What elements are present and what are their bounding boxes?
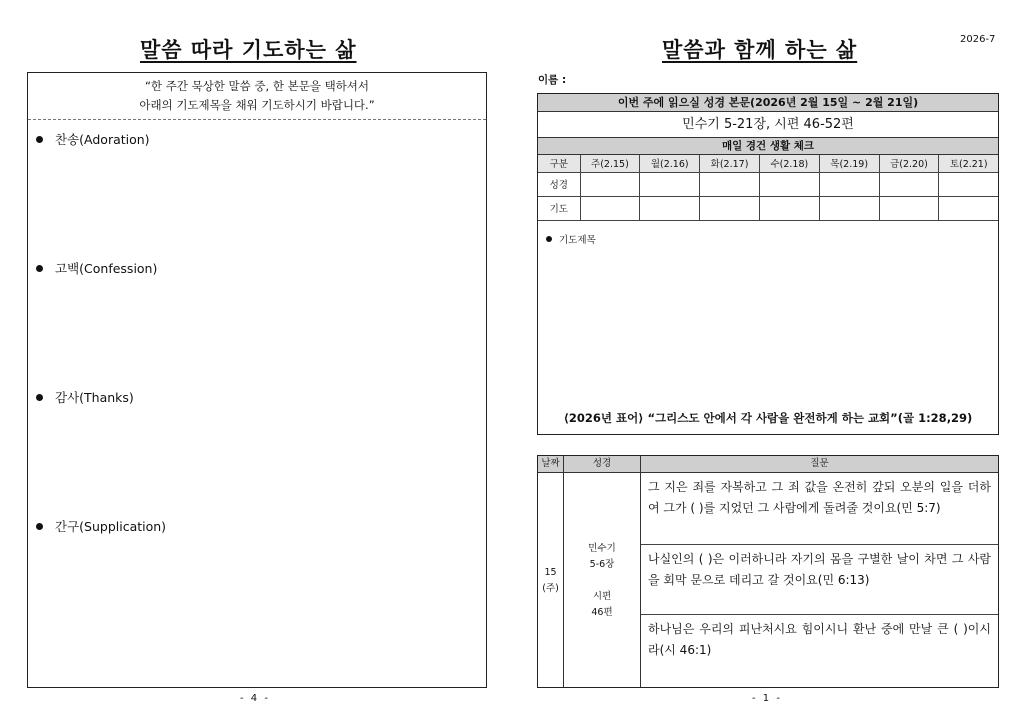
instruction-line-1: “한 주간 묵상한 말씀 중, 한 본문을 택하셔서 — [144, 79, 370, 93]
name-label: 이름 : — [538, 74, 567, 86]
bullet-icon — [36, 394, 43, 401]
column-header: 금(2.20) — [879, 155, 939, 172]
bible-line: 민수기 — [588, 542, 616, 554]
yearly-motto: ⟨2026년 표어⟩ “그리스도 안에서 각 사람을 완전하게 하는 교회”(골 1:28,29) — [563, 411, 973, 425]
bible-line: 46편 — [591, 606, 613, 618]
page-number-right: - 1 - — [752, 693, 782, 704]
column-header: 주(2.15) — [580, 155, 640, 172]
question-table-header — [538, 456, 998, 473]
column-header: 토(2.21) — [939, 155, 998, 172]
check-cell[interactable] — [819, 196, 879, 220]
question-table — [537, 455, 999, 688]
check-cell[interactable] — [640, 172, 700, 196]
section-confession — [36, 259, 157, 277]
bullet-icon — [36, 523, 43, 530]
question-row — [538, 473, 998, 688]
check-cell[interactable] — [819, 172, 879, 196]
question-2: 나실인의 ( )은 이러하니라 자기의 몸을 구별한 날이 차면 그 사람을 회막 문으로 데리고 갈 것이요(민 6:13) — [641, 545, 998, 615]
reading-passage: 민수기 5-21장, 시편 46-52편 — [538, 112, 998, 138]
column-header: 목(2.19) — [819, 155, 879, 172]
bible-header: 성경 — [564, 456, 641, 472]
bible-cell — [564, 473, 641, 688]
column-header: 월(2.16) — [640, 155, 700, 172]
date-cell — [538, 473, 564, 688]
prayer-box — [27, 72, 487, 688]
check-cell[interactable] — [939, 196, 998, 220]
section-label: 고백(Confession) — [55, 261, 158, 276]
date-day: 15 — [544, 566, 557, 578]
daily-check-table — [538, 155, 998, 221]
row-label: 성경 — [538, 172, 580, 196]
column-header: 수(2.18) — [759, 155, 819, 172]
bible-line-spacer — [588, 573, 616, 589]
date-weekday: (주) — [542, 582, 559, 594]
row-label: 기도 — [538, 196, 580, 220]
bullet-icon — [36, 136, 43, 143]
check-cell[interactable] — [580, 196, 640, 220]
check-cell[interactable] — [640, 196, 700, 220]
check-cell[interactable] — [939, 172, 998, 196]
section-adoration — [36, 130, 150, 148]
check-cell[interactable] — [759, 196, 819, 220]
word-page-title: 말씀과 함께 하는 삶 — [662, 38, 858, 62]
question-cell — [641, 473, 998, 688]
question-1: 그 지은 죄를 자복하고 그 죄 값을 온전히 갚되 오분의 일을 더하여 그가 ( )를 지었던 그 사람에게 돌려줄 것이요(민 5:7) — [641, 473, 998, 545]
section-supplication — [36, 517, 166, 535]
column-header: 화(2.17) — [700, 155, 760, 172]
prayer-topics-text: 기도제목 — [559, 235, 596, 246]
prayer-topics-label — [546, 232, 596, 246]
prayer-page-title: 말씀 따라 기도하는 삶 — [140, 38, 357, 62]
bullet-icon — [546, 236, 552, 242]
section-label: 간구(Supplication) — [55, 519, 167, 534]
check-cell[interactable] — [700, 172, 760, 196]
daily-check-header: 매일 경건 생활 체크 — [538, 138, 998, 155]
question-3: 하나님은 우리의 피난처시요 힘이시니 환난 중에 만날 큰 ( )이시라(시 46:1) — [648, 622, 991, 657]
prayer-instructions — [28, 73, 486, 120]
section-thanks — [36, 388, 134, 406]
check-table-header — [538, 155, 998, 172]
check-cell[interactable] — [759, 172, 819, 196]
reading-box — [537, 93, 999, 435]
check-cell[interactable] — [580, 172, 640, 196]
check-cell[interactable] — [700, 196, 760, 220]
bible-line: 5-6장 — [589, 558, 615, 570]
check-cell[interactable] — [879, 196, 939, 220]
page-number-left: - 4 - — [240, 693, 270, 704]
date-header: 날짜 — [538, 456, 564, 472]
question-header: 질문 — [810, 458, 829, 469]
document-code: 2026-7 — [960, 34, 996, 45]
section-label: 찬송(Adoration) — [55, 132, 150, 147]
reading-header: 이번 주에 읽으실 성경 본문(2026년 2월 15일 ~ 2월 21일) — [538, 94, 998, 112]
check-cell[interactable] — [879, 172, 939, 196]
check-row-bible — [538, 172, 998, 196]
instruction-line-2: 아래의 기도제목을 채워 기도하시기 바랍니다.” — [139, 98, 375, 112]
column-header: 구분 — [538, 155, 580, 172]
bible-line: 시편 — [592, 590, 612, 602]
bullet-icon — [36, 265, 43, 272]
section-label: 감사(Thanks) — [55, 390, 134, 405]
check-row-prayer — [538, 196, 998, 220]
